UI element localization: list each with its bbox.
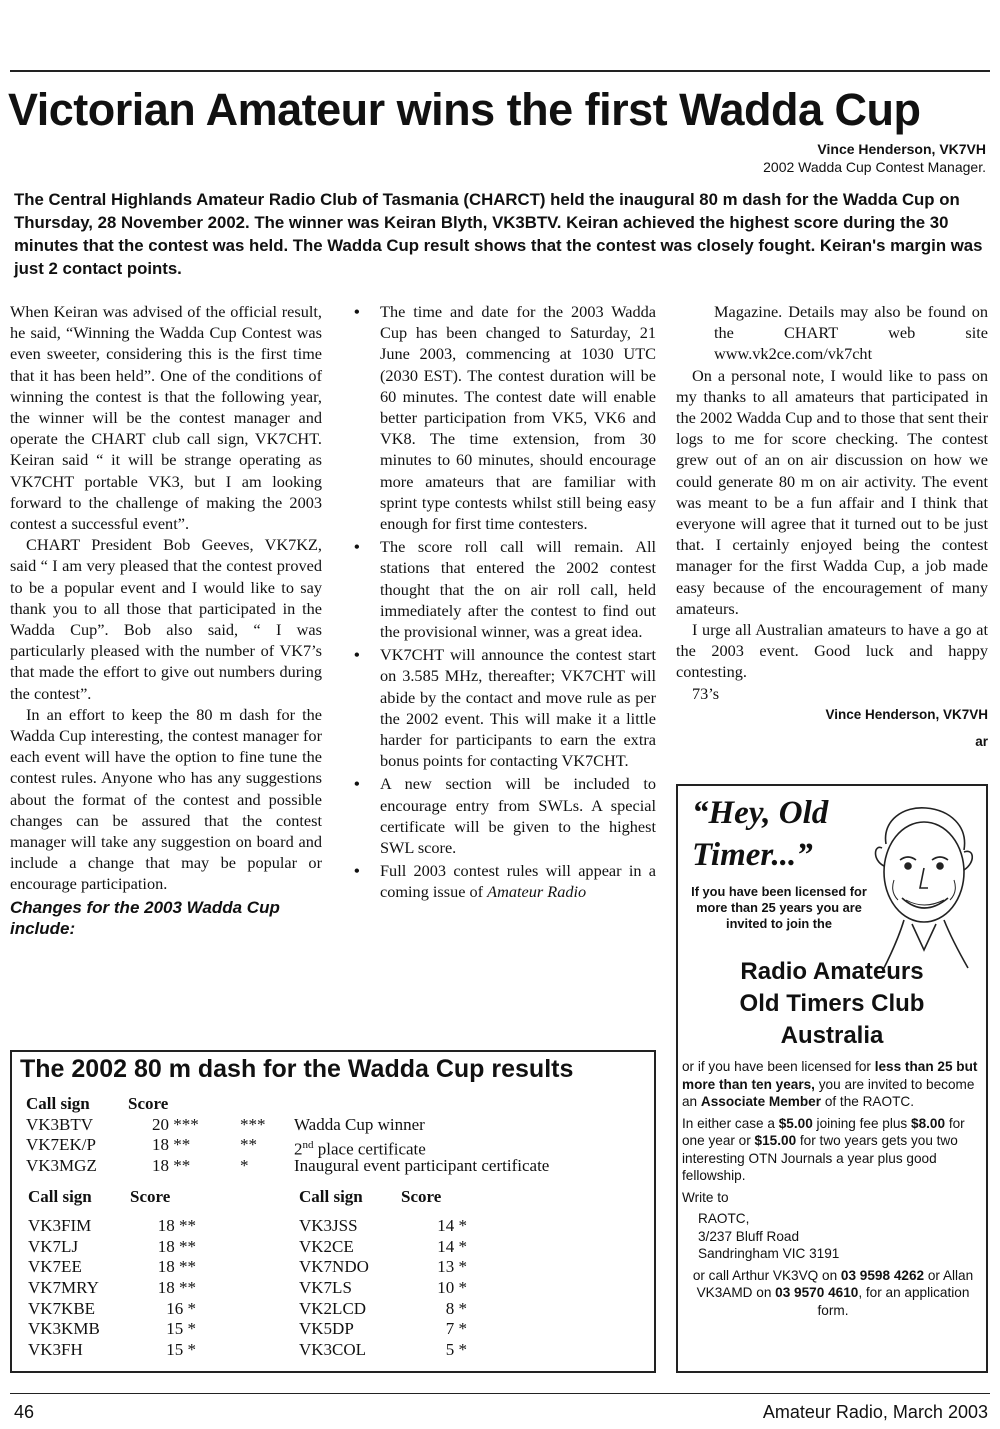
col3-paragraph-1: Magazine. Details may also be found on the CHART web site www.vk2ce.com/vk7cht	[714, 302, 988, 364]
list-item	[352, 860, 656, 902]
list-item	[352, 644, 656, 771]
score: 20 ***	[152, 1114, 199, 1134]
score: 5 *	[445, 1340, 467, 1360]
col3-paragraph-2: On a personal note, I would like to pass on my thanks to all amateurs that participated in the 2002 Wadda Cup and to those that sent their logs to me for score checking. The contest grew out of an on air discussion on how we could generate 80 m on air activity. The event was meant to be a fun affair and I think that everyone will agree that it turned out to be just that. I certainly enjoyed being the contest manager for the first Wadda Cup, a job made easy because of the encouragement of many amateurs.	[676, 365, 988, 618]
bullet-icon: •	[354, 645, 360, 665]
call-sign: VK3FH	[28, 1340, 83, 1360]
old-timer-portrait-icon	[864, 800, 982, 972]
page-number: 46	[14, 1402, 35, 1422]
col3-paragraph-3: I urge all Australian amateurs to have a go at the 2003 event. Good luck and happy contesting.	[676, 620, 988, 682]
call-sign: VK2LCD	[299, 1298, 367, 1318]
score: 18 **	[157, 1257, 196, 1277]
list-item	[352, 773, 656, 858]
ad-title-line-1: “Hey, Old	[692, 795, 829, 831]
top-rule	[10, 70, 990, 72]
call-sign: VK3JSS	[299, 1215, 358, 1235]
ad-paragraph-fees	[682, 1115, 984, 1185]
award: 2nd place certificate	[294, 1139, 426, 1160]
award: Wadda Cup winner	[294, 1114, 425, 1134]
bullet-icon: •	[354, 774, 360, 794]
stars: *	[240, 1156, 249, 1176]
signoff: 73’s	[692, 683, 720, 703]
ad-title-line-2: Timer...”	[692, 837, 813, 873]
phone-number: 03 9598 4262	[840, 1267, 925, 1283]
list-item-text: The time and date for the 2003 Wadda Cup has been changed to Saturday, 21 June 2003, commencing at 1030 UTC (2030 EST). The contest duration will be 60 minutes. The contest date will enable better participation from VK5, VK6 and VK8. The time extension, from 30 minutes to 60 minutes, should encourage more amateurs that are familiar with sprint type contests whilst still being easy enough for first time contesters.	[380, 302, 656, 534]
bottom-rule	[10, 1393, 990, 1394]
ad-paragraph-contact	[682, 1267, 984, 1320]
stars: **	[240, 1135, 257, 1155]
results-box	[10, 1050, 656, 1373]
end-mark: ar	[975, 734, 988, 750]
call-sign: VK7EE	[28, 1257, 82, 1277]
score: 18 **	[157, 1278, 196, 1298]
ad-text: In either case a	[682, 1115, 779, 1131]
col-header-score: Score	[401, 1187, 442, 1206]
list-item	[352, 536, 656, 642]
byline-name: Vince Henderson, VK7VH	[817, 141, 986, 157]
intro-paragraph: The Central Highlands Amateur Radio Club of Tasmania (CHARCT) held the inaugural 80 m dash for the Wadda Cup on Thursday, 28 November 2002. The winner was Keiran Blyth, VK3BTV. Keiran achieved the highest score during the 30 minutes that the contest was held. The Wadda Cup result shows that the contest was closely fought. Keiran's margin was just 2 contact points.	[14, 190, 983, 278]
score: 15 *	[166, 1319, 196, 1339]
changes-heading: Changes for the 2003 Wadda Cup include:	[10, 897, 280, 938]
score: 18 **	[152, 1156, 191, 1176]
call-sign: VK7LJ	[28, 1236, 79, 1256]
club-name-line-1: Radio Amateurs	[740, 958, 924, 985]
club-name	[678, 956, 986, 1052]
address-line: Sandringham VIC 3191	[698, 1246, 840, 1261]
call-sign: VK3BTV	[26, 1114, 94, 1134]
col1-paragraph-2: CHART President Bob Geeves, VK7KZ, said “ I am very pleased that the contest proved to be a popular event and I would like to say thank you to all those that participated in the Wadda Cup”. Bob also said, “ I was particularly pleased with the number of VK7’s that made the effort to give out numbers during the contest”.	[10, 535, 322, 703]
raotc-advert	[676, 784, 988, 1373]
call-sign: VK3MGZ	[26, 1156, 97, 1176]
score: 14 *	[437, 1236, 467, 1256]
score: 8 *	[445, 1298, 467, 1318]
list-item-text: Full 2003 contest rules will appear in a coming issue of	[380, 861, 656, 902]
call-sign: VK7KBE	[28, 1298, 96, 1318]
score: 10 *	[437, 1278, 467, 1298]
list-item-text: A new section will be included to encourage entry from SWLs. A special certificate will be given to the highest SWL score.	[380, 774, 656, 858]
results-right-table	[297, 1187, 537, 1367]
call-sign: VK7EK/P	[26, 1135, 96, 1155]
results-title: The 2002 80 m dash for the Wadda Cup results	[20, 1055, 574, 1083]
headline: Victorian Amateur wins the first Wadda Cup	[8, 84, 921, 135]
footer-title: Amateur Radio, March 2003	[762, 1402, 988, 1422]
score: 7 *	[445, 1319, 467, 1339]
bullet-icon: •	[354, 861, 360, 881]
ad-text: joining fee plus	[812, 1115, 912, 1131]
ad-text-bold: $8.00	[911, 1115, 946, 1131]
ad-paragraph-membership	[682, 1058, 984, 1111]
results-top-table	[26, 1094, 646, 1184]
list-item	[352, 301, 656, 534]
ad-text-bold: $15.00	[754, 1133, 797, 1148]
col1-paragraph-1: When Keiran was advised of the official result, he said, “Winning the Wadda Cup Contest was even sweeter, considering this is the first time that it has been held”. One of the conditions of winning the contest is that the following year, the winner will be the contest manager and operate the CHART club call sign, VK7CHT. Keiran said “ it will be strange operating as VK7CHT portable VK3, but I am looking forward to the challenge of making the 2003 contest a successful event”.	[10, 302, 322, 534]
col-header-score: Score	[128, 1094, 169, 1113]
phone-number: 03 9570 4610	[775, 1285, 859, 1300]
magazine-name: Amateur Radio	[487, 882, 587, 902]
ad-text: you are invited to become an	[682, 1076, 975, 1109]
ad-text: or Allan VK3AMD on	[696, 1267, 974, 1300]
club-name-line-2: Old Timers Club	[739, 990, 925, 1017]
signature: Vince Henderson, VK7VH	[825, 706, 988, 722]
col-header-call: Call sign	[299, 1187, 363, 1206]
bullet-icon: •	[354, 302, 360, 321]
byline-role: 2002 Wadda Cup Contest Manager.	[763, 159, 986, 175]
ad-body	[682, 1058, 984, 1323]
list-item-text: VK7CHT will announce the contest start on 3.585 MHz, thereafter; VK7CHT will abide by the contact and move rule as per the 2002 event. This will make it a little harder for participants to earn the extra bonus points for contacting VK7CHT.	[380, 645, 656, 771]
col-header-call: Call sign	[28, 1187, 92, 1206]
call-sign: VK3KMB	[28, 1319, 100, 1339]
call-sign: VK7MRY	[28, 1278, 99, 1298]
ad-text: of the RAOTC.	[821, 1094, 914, 1109]
ad-text: or if you have been licensed for	[682, 1059, 875, 1074]
ad-intro: If you have been licensed for more than 25 years you are invited to join the	[691, 884, 867, 931]
article-column-3	[676, 301, 988, 752]
call-sign: VK3COL	[299, 1340, 367, 1360]
col-header-score: Score	[130, 1187, 171, 1206]
score: 16 *	[166, 1298, 196, 1318]
ad-text-bold: Associate Member	[700, 1094, 822, 1109]
call-sign: VK7LS	[299, 1278, 352, 1298]
address-line: 3/237 Bluff Road	[698, 1228, 800, 1244]
byline	[763, 140, 986, 176]
call-sign: VK2CE	[299, 1236, 354, 1256]
call-sign: VK7NDO	[299, 1257, 369, 1277]
score: 13 *	[437, 1257, 467, 1277]
call-sign: VK5DP	[299, 1319, 354, 1339]
article-column-1	[10, 301, 322, 939]
score: 18 **	[157, 1215, 196, 1235]
ad-text: or call Arthur VK3VQ on	[692, 1267, 841, 1283]
call-sign: VK3FIM	[28, 1215, 92, 1235]
results-left-table	[26, 1187, 286, 1367]
stars: ***	[240, 1114, 266, 1134]
score: 14 *	[437, 1215, 467, 1235]
ad-text: , for an application form.	[817, 1285, 970, 1318]
col-header-call: Call sign	[26, 1094, 90, 1113]
col1-paragraph-3: In an effort to keep the 80 m dash for the Wadda Cup interesting, the contest manager for each event will have the option to fine tune the contest rules. Anyone who has any suggestions about the format of the contest and possible changes can be assured that the contest manager will take any suggestion on board and include a change that may be popular or encourage participation.	[10, 704, 322, 894]
score: 18 **	[152, 1135, 191, 1155]
club-name-line-3: Australia	[780, 1022, 884, 1049]
address-line: RAOTC,	[698, 1211, 750, 1226]
bullet-icon: •	[354, 537, 360, 557]
ad-text: for one year or	[682, 1115, 965, 1148]
write-to: Write to	[682, 1189, 729, 1205]
score: 15 *	[166, 1340, 196, 1360]
ad-text-bold: less than 25 but more than ten years,	[682, 1059, 978, 1092]
score: 18 **	[157, 1236, 196, 1256]
ad-text-bold: $5.00	[778, 1115, 813, 1131]
list-item-text: The score roll call will remain. All stations that entered the 2002 contest thought that the on air roll call, held immediately after the contest to find out the provisional winner, was a great idea.	[380, 537, 656, 642]
article-column-2	[352, 301, 656, 905]
ad-title	[692, 792, 828, 876]
changes-list	[352, 301, 656, 903]
award: Inaugural event participant certificate	[294, 1156, 550, 1176]
ad-text: for two years gets you two interesting OTN Journals a year plus good fellowship.	[682, 1133, 958, 1183]
